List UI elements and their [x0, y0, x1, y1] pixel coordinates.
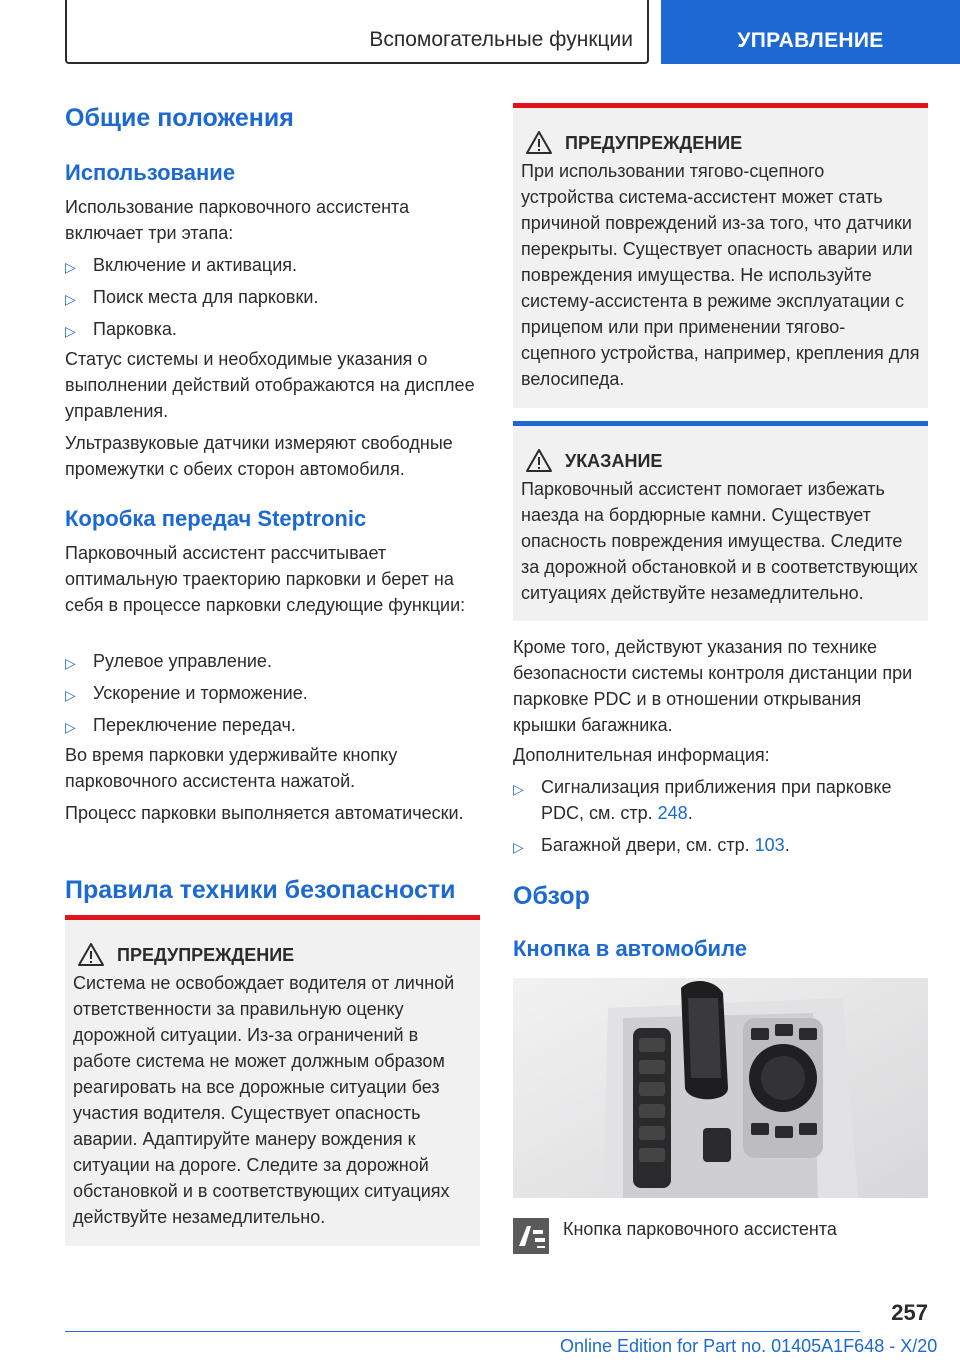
bullet-arrow-icon: ▷: [65, 323, 76, 339]
ultrasonic-text: Ультразвуковые датчики измеряют свободные промежутки с обеих сторон автомобиля.: [65, 433, 453, 479]
list-item: ▷ Рулевое управление.: [65, 648, 480, 674]
center-console-image: [513, 978, 928, 1198]
list-item: ▷ Ускорение и торможение.: [65, 680, 480, 706]
bullet-arrow-icon: ▷: [513, 781, 524, 797]
list-item: ▷ Поиск места для парковки.: [65, 284, 480, 310]
status-text: Статус системы и необходимые указания о выполнении действий отображаются на дисплее управления.: [65, 349, 475, 421]
bullet-arrow-icon: ▷: [65, 259, 76, 275]
page-number: 257: [891, 1300, 928, 1325]
heading-general: Общие положения: [65, 104, 294, 132]
heading-safety: Правила техники безопасности: [65, 876, 456, 904]
warning-text: При использовании тягово-сцепного устройства система-ассистент может стать причиной повреждений из-за того, что датчики перекрыты. Существует опасность аварии или повреждения имущества. Не используйте систему-ассистента в режиме эксплуатации с прицепом или при применении тягово-сцепного устройства, например, крепления для велосипеда.: [521, 161, 920, 389]
warning-triangle-icon: [77, 942, 105, 967]
bullet-arrow-icon: ▷: [65, 719, 76, 735]
parking-assistant-button-icon: [513, 1218, 549, 1254]
list-item: ▷ Включение и активация.: [65, 252, 480, 278]
list-item: ▷ Переключение передач.: [65, 712, 480, 738]
heading-usage: Использование: [65, 160, 236, 185]
bullet-arrow-icon: ▷: [65, 655, 76, 671]
bullet-arrow-icon: ▷: [65, 291, 76, 307]
parking-assistant-icon: [513, 1218, 549, 1254]
list-item: ▷ Парковка.: [65, 316, 480, 342]
note-title: УКАЗАНИЕ: [521, 448, 920, 474]
heading-button-in-car: Кнопка в автомобиле: [513, 936, 747, 961]
steptronic-intro: Парковочный ассистент рассчитывает оптимальную траекторию парковки и берет на себя в процессе парковки следующие функции:: [65, 543, 466, 615]
warning-text: Система не освобождает водителя от личной ответственности за правильную оценку дорожной ситуации. Из-за ограничений в работе система не может должным образом реагировать на все дорожные ситуации без участия водителя. Существует опасность аварии. Адаптируйте манеру вождения к ситуации на дороге. Следите за дорожной обстановкой и в соответствующих ситуациях действуйте незамедлительно.: [73, 973, 455, 1227]
center-console-photo: [513, 978, 928, 1198]
page-header: [0, 0, 960, 66]
besides-text: Кроме того, действуют указания по технике безопасности системы контроля дистанции при парковке PDC и в отношении открывания крышки багажника.: [513, 637, 913, 735]
heading-overview: Обзор: [513, 882, 590, 910]
warning-box: [65, 915, 480, 1246]
heading-steptronic: Коробка передач Steptronic: [65, 506, 367, 531]
button-caption: Кнопка парковочного ассистента: [563, 1219, 837, 1239]
section-tab: Вспомогательные функции: [65, 0, 649, 64]
warning-box-trailer: [513, 103, 928, 408]
warning-title: ПРЕДУПРЕЖДЕНИЕ: [73, 942, 472, 968]
note-text: Парковочный ассистент помогает избежать наезда на бордюрные камни. Существует опасность повреждения имущества. Следите за дорожной обстановкой и в соответствующих ситуациях действуйте незамедлительно.: [521, 479, 918, 603]
automatic-text: Процесс парковки выполняется автоматически.: [65, 803, 464, 823]
note-box: [513, 421, 928, 621]
warning-triangle-icon: [525, 448, 553, 473]
chapter-tab: УПРАВЛЕНИЕ: [661, 0, 960, 64]
more-info-text: Дополнительная информация:: [513, 745, 770, 765]
bullet-arrow-icon: ▷: [65, 687, 76, 703]
warning-title: ПРЕДУПРЕЖДЕНИЕ: [521, 130, 920, 156]
page-link-103[interactable]: 103: [754, 835, 785, 855]
page-link-248[interactable]: 248: [657, 803, 688, 823]
footer-edition: Online Edition for Part no. 01405A1F648 - X/20: [560, 1336, 938, 1356]
warning-triangle-icon: [525, 130, 553, 155]
footer-divider: [65, 1331, 860, 1332]
list-item: ▷ Багажной двери, см. стр. 103.: [513, 832, 928, 858]
usage-intro: Использование парковочного ассистента включает три этапа:: [65, 197, 410, 243]
hold-button-text: Во время парковки удерживайте кнопку парковочного ассистента нажатой.: [65, 745, 398, 791]
bullet-arrow-icon: ▷: [513, 839, 524, 855]
list-item: ▷ Сигнализация приближения при парковке PDC, см. стр. 248.: [513, 777, 892, 823]
